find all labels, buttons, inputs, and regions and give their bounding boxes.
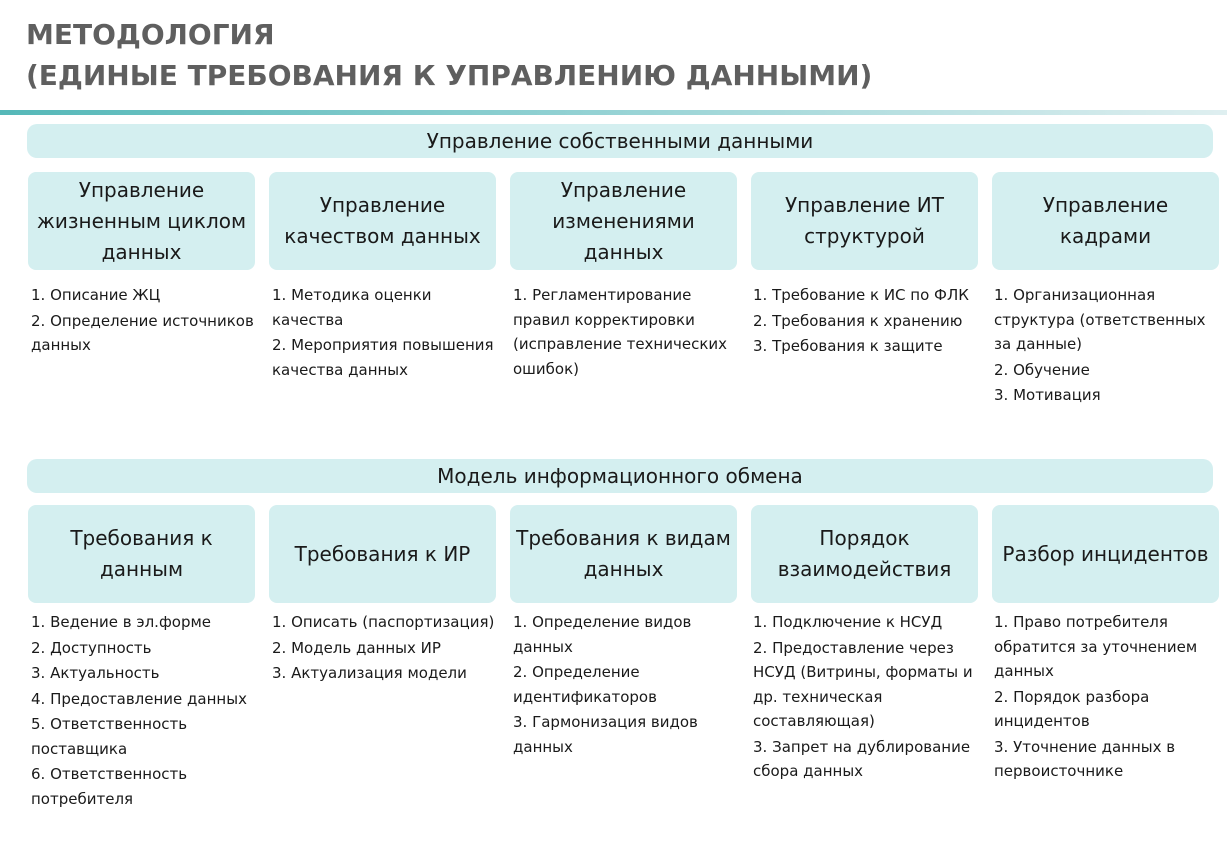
list-item: 6. Ответственность потребителя: [31, 765, 188, 808]
list-item: 3. Запрет на дублирование сбора данных: [753, 737, 971, 780]
list-item: 2. Определение идентификаторов: [513, 663, 657, 706]
list-item: 4. Предоставление данных: [31, 689, 247, 708]
category-items-list: [753, 283, 985, 360]
list-item: 2. Определение источников данных: [31, 311, 254, 354]
list-item: 3. Мотивация: [994, 386, 1101, 404]
category-box: Требования к данным: [28, 505, 255, 603]
list-item: 1. Описание ЖЦ: [31, 286, 161, 304]
list-item: 5. Ответственность поставщика: [31, 715, 188, 758]
category-box: Разбор инцидентов: [992, 505, 1219, 603]
list-item: 1. Методика оценки качества: [272, 286, 432, 329]
list-item: 3. Уточнение данных в первоисточнике: [994, 737, 1176, 780]
category-box: Порядок взаимодействия: [751, 505, 978, 603]
category-items-list: [31, 610, 263, 812]
page-title-line-1: МЕТОДОЛОГИЯ: [26, 18, 275, 51]
section-header-own-data: Управление собственными данными: [27, 124, 1213, 158]
list-item: 3. Гармонизация видов данных: [513, 713, 698, 756]
list-item: 2. Модель данных ИР: [272, 638, 441, 657]
category-box: Управление ИТ структурой: [751, 172, 978, 270]
list-item: 1. Организационная структура (ответственных за данные): [994, 286, 1206, 353]
list-item: 2. Обучение: [994, 360, 1090, 379]
section-header-info-exchange: Модель информационного обмена: [27, 459, 1213, 493]
category-items-list: [513, 610, 745, 760]
list-item: 1. Определение видов данных: [513, 613, 692, 656]
category-box: Требования к видам данных: [510, 505, 737, 603]
category-items-list: [994, 610, 1226, 785]
category-box: Управление качеством данных: [269, 172, 496, 270]
category-box: Управление жизненным циклом данных: [28, 172, 255, 270]
page-title-line-2: (ЕДИНЫЕ ТРЕБОВАНИЯ К УПРАВЛЕНИЮ ДАННЫМИ): [26, 59, 873, 92]
list-item: 1. Требование к ИС по ФЛК: [753, 286, 969, 304]
list-item: 2. Предоставление через НСУД (Витрины, форматы и др. техническая составляющая): [753, 638, 973, 730]
category-items-list: [272, 610, 504, 687]
list-item: 3. Актуализация модели: [272, 664, 467, 682]
category-items-list: [994, 283, 1226, 409]
list-item: 2. Доступность: [31, 638, 152, 657]
title-divider: [0, 110, 1227, 115]
list-item: 1. Ведение в эл.форме: [31, 613, 212, 631]
category-items-list: [31, 283, 263, 359]
category-box: Требования к ИР: [269, 505, 496, 603]
list-item: 1. Право потребителя обратится за уточнением данных: [994, 613, 1198, 680]
category-items-list: [753, 610, 985, 785]
list-item: 1. Подключение к НСУД: [753, 613, 943, 631]
list-item: 3. Актуальность: [31, 664, 160, 682]
category-items-list: [513, 283, 745, 382]
category-box: Управление кадрами: [992, 172, 1219, 270]
list-item: 1. Регламентирование правил корректировки (исправление технических ошибок): [513, 286, 727, 378]
list-item: 2. Требования к хранению: [753, 311, 963, 330]
category-box: Управление изменениями данных: [510, 172, 737, 270]
list-item: 2. Порядок разбора инцидентов: [994, 687, 1150, 730]
list-item: 1. Описать (паспортизация): [272, 613, 495, 631]
list-item: 3. Требования к защите: [753, 337, 943, 355]
page-title: [26, 14, 872, 96]
list-item: 2. Мероприятия повышения качества данных: [272, 336, 494, 379]
category-items-list: [272, 283, 504, 383]
